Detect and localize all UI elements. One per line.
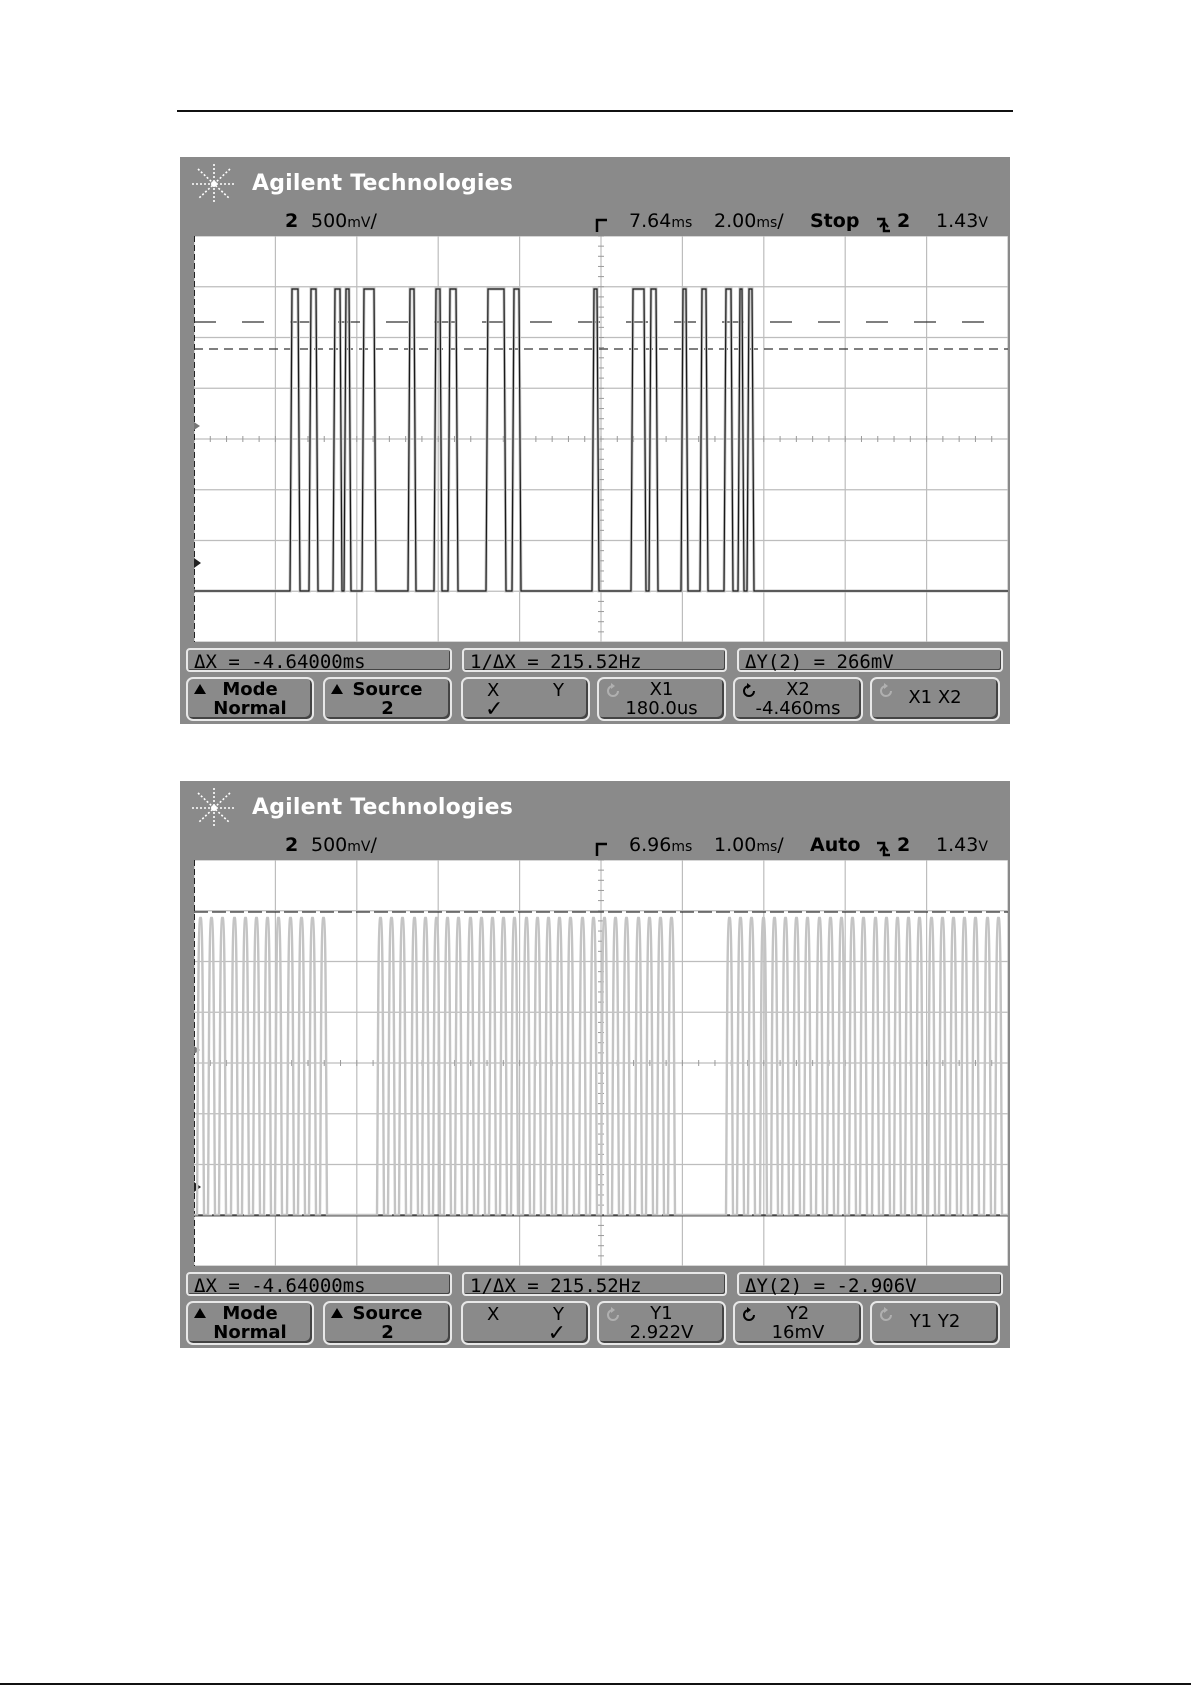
xy-selector-softkey[interactable] [461, 677, 590, 721]
agilent-spark-logo-icon [190, 787, 238, 829]
volts-per-div: 500mV/ [311, 210, 377, 232]
delta-y-readout: ΔY(2) = -2.906V [737, 1272, 1003, 1296]
time-per-div: 1.00ms/ [714, 834, 784, 856]
cursor-pair-label: Y1 Y2 [909, 1311, 961, 1332]
oscilloscope-screenshot-2 [180, 781, 1010, 1348]
waveform-graticule [194, 236, 1008, 642]
y-axis-option: Y [553, 680, 564, 701]
cursor-1-softkey[interactable] [597, 677, 726, 721]
falling-edge-trigger-icon [875, 838, 891, 858]
xy-selector-softkey[interactable] [461, 1301, 590, 1345]
mode-value: Normal [213, 698, 287, 719]
mode-softkey[interactable] [186, 677, 314, 721]
delta-y-readout: ΔY(2) = 266mV [737, 648, 1003, 672]
run-state: Stop [810, 210, 860, 232]
channel-number: 2 [285, 210, 299, 232]
mode-softkey[interactable] [186, 1301, 314, 1345]
time-reference-marker-icon [594, 838, 610, 858]
source-softkey[interactable] [323, 1301, 452, 1345]
delta-x-readout: ΔX = -4.64000ms [186, 1272, 452, 1296]
checkmark-icon: ✓ [485, 697, 504, 722]
trigger-level: 1.43V [936, 834, 988, 856]
cursor-1-softkey[interactable] [597, 1301, 726, 1345]
source-value: 2 [381, 1322, 394, 1343]
time-reference-marker-icon [594, 214, 610, 234]
y-axis-option: Y [553, 1304, 564, 1325]
waveform-display[interactable] [194, 236, 1008, 642]
delta-x-readout: ΔX = -4.64000ms [186, 648, 452, 672]
trigger-source: 2 [897, 834, 911, 856]
falling-edge-trigger-icon [875, 214, 891, 234]
source-label: Source [352, 1303, 423, 1324]
inverse-delta-x-readout: 1/ΔX = 215.52Hz [462, 1272, 727, 1296]
volts-per-div: 500mV/ [311, 834, 377, 856]
cursor-2-label: Y2 [786, 1303, 810, 1324]
source-softkey[interactable] [323, 677, 452, 721]
cursor-1-label: Y1 [650, 1303, 673, 1324]
trigger-level: 1.43V [936, 210, 988, 232]
brand-header [186, 785, 746, 831]
brand-header [186, 161, 746, 207]
cursor-2-value: 16mV [771, 1322, 825, 1343]
brand-name: Agilent Technologies [252, 171, 514, 196]
oscilloscope-screenshot-1 [180, 157, 1010, 724]
cursor-2-softkey[interactable] [733, 1301, 863, 1345]
page-top-rule [177, 110, 1013, 112]
cursor-1-label: X1 [649, 679, 674, 700]
mode-value: Normal [213, 1322, 287, 1343]
cursor-pair-softkey[interactable] [870, 1301, 1000, 1345]
agilent-spark-logo-icon [190, 163, 238, 205]
trigger-level-marker-icon [194, 422, 200, 430]
channel-2-ground-marker-icon [194, 558, 201, 568]
source-value: 2 [381, 698, 394, 719]
trigger-delay: 7.64ms [629, 210, 693, 232]
checkmark-icon: ✓ [547, 1321, 566, 1346]
waveform-graticule [194, 860, 1008, 1266]
trigger-source: 2 [897, 210, 911, 232]
channel-number: 2 [285, 834, 299, 856]
brand-name: Agilent Technologies [252, 795, 514, 820]
inverse-delta-x-readout: 1/ΔX = 215.52Hz [462, 648, 727, 672]
cursor-2-softkey[interactable] [733, 677, 863, 721]
source-label: Source [352, 679, 423, 700]
mode-label: Mode [222, 679, 278, 700]
x-axis-option: X [487, 680, 500, 701]
trigger-delay: 6.96ms [629, 834, 693, 856]
mode-label: Mode [222, 1303, 278, 1324]
cursor-2-label: X2 [786, 679, 810, 700]
cursor-1-value: 180.0us [625, 698, 698, 719]
time-per-div: 2.00ms/ [714, 210, 784, 232]
x-axis-option: X [487, 1304, 500, 1325]
cursor-1-value: 2.922V [629, 1322, 694, 1343]
waveform-display[interactable] [194, 860, 1008, 1266]
cursor-2-value: -4.460ms [755, 698, 841, 719]
cursor-pair-softkey[interactable] [870, 677, 1000, 721]
cursor-pair-label: X1 X2 [908, 687, 962, 708]
run-state: Auto [810, 834, 861, 856]
